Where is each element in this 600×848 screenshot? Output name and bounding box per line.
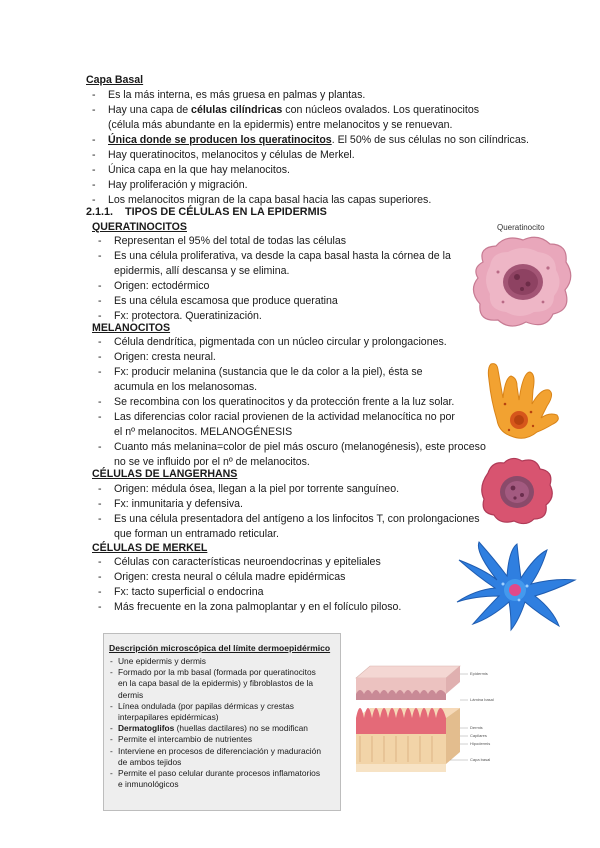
queratinocitos-title: QUERATINOCITOS: [92, 221, 187, 233]
list-item: - Dermatoglifos (huellas dactilares) no se modifican: [108, 723, 321, 734]
merkel-title: CÉLULAS DE MERKEL: [92, 542, 208, 554]
list-item: - Representan el 95% del total de todas las células: [92, 234, 451, 249]
list-item: - Hay una capa de células cilíndricas con núcleos ovalados. Los queratinocitos (célula más abundante en la epidermis) entre melanocitos y se renuevan.: [86, 103, 529, 133]
list-item: - Es la más interna, es más gruesa en palmas y plantas.: [86, 88, 529, 103]
list-item: - Permite el intercambio de nutrientes: [108, 734, 321, 745]
list-item: - Las diferencias color racial provienen de la actividad melanocítica no por el nº melanocitos. MELANOGÉNESIS: [92, 410, 486, 440]
melanocitos-list: [92, 335, 486, 470]
dermoepidermal-box: [103, 633, 341, 811]
list-item: - Fx: tacto superficial o endocrina: [92, 585, 401, 600]
queratinocito-label: Queratinocito: [497, 223, 545, 232]
list-item: - Origen: cresta neural.: [92, 350, 486, 365]
langerhans-illustration: [478, 455, 556, 527]
list-item: - Origen: ectodérmico: [92, 279, 451, 294]
skin-label: Dermis: [470, 725, 483, 730]
list-item: - Única capa en la que hay melanocitos.: [86, 163, 529, 178]
langerhans-list: [92, 482, 480, 542]
list-item: - Permite el paso celular durante procesos inflamatorios e inmunológicos: [108, 768, 321, 790]
skin-label: Capa basal: [470, 757, 491, 762]
merkel-illustration: [455, 540, 577, 632]
list-item: - Cuanto más melanina=color de piel más oscuro (melanogénesis), este proceso no se ve influido por el nº de melanocitos.: [92, 440, 486, 470]
capa-basal-title: Capa Basal: [86, 74, 144, 86]
queratinocitos-list: [92, 234, 451, 324]
list-item: - Origen: cresta neural o célula madre epidérmicas: [92, 570, 401, 585]
skin-layers-illustration: [350, 660, 500, 790]
list-item: - Es una célula proliferativa, va desde la capa basal hasta la córnea de la epidermis, allí descansa y se elimina.: [92, 249, 451, 279]
section-number: 2.1.1.: [86, 206, 114, 218]
list-item: - Se recombina con los queratinocitos y da protección frente a la luz solar.: [92, 395, 486, 410]
skin-label: Lámina basal: [470, 697, 494, 702]
list-item: - Los melanocitos migran de la capa basal hacia las capas superiores.: [86, 193, 529, 208]
melanocyte-illustration: [483, 360, 565, 445]
list-item: - Única donde se producen los queratinocitos. El 50% de sus células no son cilíndricas.: [86, 133, 529, 148]
merkel-list: [92, 555, 401, 615]
box-list: [108, 656, 321, 790]
list-item: - Une epidermis y dermis: [108, 656, 321, 667]
list-item: - Formado por la mb basal (formada por queratinocitos en la capa basal de la epidermis) y fibroblastos de la dermis: [108, 667, 321, 701]
box-title: Descripción microscópica del límite dermoepidérmico: [109, 643, 331, 653]
section-heading: [86, 205, 327, 220]
list-item: - Hay queratinocitos, melanocitos y células de Merkel.: [86, 148, 529, 163]
keratinocyte-illustration: [468, 232, 578, 332]
list-item: - Célula dendrítica, pigmentada con un núcleo circular y prolongaciones.: [92, 335, 486, 350]
list-item: - Es una célula escamosa que produce queratina: [92, 294, 451, 309]
langerhans-title: CÉLULAS DE LANGERHANS: [92, 468, 238, 480]
section-title: TIPOS DE CÉLULAS EN LA EPIDERMIS: [125, 206, 327, 218]
skin-label: Capilares: [470, 733, 487, 738]
melanocitos-title: MELANOCITOS: [92, 322, 171, 334]
list-item: - Fx: producir melanina (sustancia que le da color a la piel), ésta se acumula en los melanosomas.: [92, 365, 486, 395]
list-item: - Más frecuente en la zona palmoplantar y en el folículo piloso.: [92, 600, 401, 615]
list-item: - Hay proliferación y migración.: [86, 178, 529, 193]
list-item: - Fx: inmunitaria y defensiva.: [92, 497, 480, 512]
list-item: - Es una célula presentadora del antígeno a los linfocitos T, con prolongaciones que forman un entramado reticular.: [92, 512, 480, 542]
list-item: - Células con características neuroendocrinas y epiteliales: [92, 555, 401, 570]
list-item: - Fx: protectora. Queratinización.: [92, 309, 451, 324]
capa-basal-list: [86, 88, 529, 208]
skin-label: Hipodermis: [470, 741, 491, 746]
list-item: - Origen: médula ósea, llegan a la piel por torrente sanguíneo.: [92, 482, 480, 497]
skin-label: Epidermis: [470, 671, 488, 676]
list-item: - Interviene en procesos de diferenciación y maduración de ambos tejidos: [108, 746, 321, 768]
list-item: - Línea ondulada (por papilas dérmicas y crestas interpapilares epidérmicas): [108, 701, 321, 723]
